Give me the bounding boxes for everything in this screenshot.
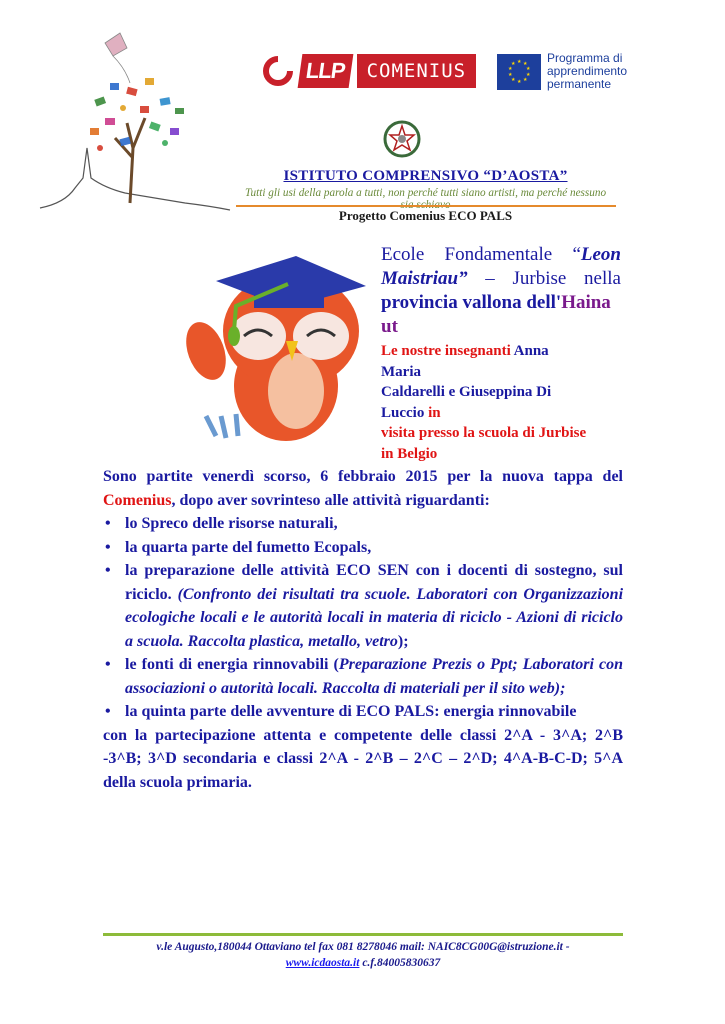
footer-divider xyxy=(103,933,623,936)
school-motto: Tutti gli usi della parola a tutti, non perché tutti siano artisti, ma perché nessuno xyxy=(244,187,607,199)
footer xyxy=(103,939,623,971)
teacher-name-4: Luccio xyxy=(381,404,425,421)
bullet-4-text: le fonti di energia rinnovabili ( xyxy=(125,656,339,673)
bullet-5-text: la quinta parte delle avventure di ECO PALS: energia rinnovabile xyxy=(125,703,577,720)
svg-text:★: ★ xyxy=(508,65,513,72)
school-name-part-3: – Jurbise nella xyxy=(467,268,621,289)
motto-divider xyxy=(236,205,616,207)
eu-program-text xyxy=(547,52,627,91)
opening-text-2: , dopo aver sovrinteso alle attività riguardanti: xyxy=(171,491,490,509)
svg-text:★: ★ xyxy=(523,76,528,83)
svg-text:★: ★ xyxy=(511,60,516,67)
province-line xyxy=(381,291,621,315)
bullet-icon: • xyxy=(105,656,111,673)
svg-text:★: ★ xyxy=(517,78,522,85)
province-line-2 xyxy=(381,315,621,339)
bullet-3-text: la preparazione delle attività ECO SEN con i docenti di sostegno, sul riciclo. xyxy=(125,562,623,603)
list-item xyxy=(103,512,623,536)
eu-flag-icon xyxy=(497,54,541,90)
project-title: Progetto Comenius ECO PALS xyxy=(338,208,513,223)
llp-swirl-icon xyxy=(262,55,294,87)
bullet-4-italic: Preparazione Prezis o Ppt; Laboratori con associazioni o autorità locali. Raccolta di materiali per il sito web); xyxy=(125,656,623,697)
school-name-part-2: Maistriau” xyxy=(381,268,468,289)
svg-text:★: ★ xyxy=(526,65,531,72)
svg-text:★: ★ xyxy=(523,60,528,67)
teacher-name-1: Anna xyxy=(510,343,549,359)
visit-country: in Belgio xyxy=(381,445,438,462)
eu-program-logo xyxy=(497,52,627,91)
visit-description: visita presso la scuola di Jurbise xyxy=(381,425,587,441)
footer-address: v.le Augusto,180044 Ottaviano tel fax 081 8278046 mail: NAIC8CG00G@istruzione.it - xyxy=(156,941,570,953)
teachers-info xyxy=(381,341,621,464)
bullet-icon: • xyxy=(105,515,111,532)
teachers-label: Le nostre insegnanti xyxy=(381,343,511,359)
list-item xyxy=(103,536,623,560)
teacher-name-2: Maria xyxy=(381,363,421,380)
website-link[interactable]: www.icdaosta.it xyxy=(285,957,360,969)
llp-comenius-logo xyxy=(262,50,482,92)
activities-list xyxy=(103,512,623,724)
host-school-name xyxy=(381,243,621,267)
svg-text:★: ★ xyxy=(526,71,531,78)
teacher-name-3: Caldarelli e Giuseppina Di xyxy=(381,384,552,400)
eu-text-line-3: permanente xyxy=(547,77,612,91)
list-item xyxy=(103,653,623,700)
bullet-icon: • xyxy=(105,562,111,579)
bullet-icon: • xyxy=(105,538,111,556)
svg-text:★: ★ xyxy=(508,71,513,78)
visit-in: in xyxy=(424,404,441,421)
comenius-highlight: Comenius xyxy=(103,491,172,509)
graduate-owl-illustration xyxy=(176,236,371,446)
italian-republic-emblem-icon xyxy=(381,118,423,160)
list-item xyxy=(103,700,623,724)
bullet-3-end: ); xyxy=(397,632,409,650)
eu-text-line-1: Programma di xyxy=(547,51,623,65)
bullet-2-text: la quarta parte del fumetto Ecopals, xyxy=(125,538,372,556)
llp-label: LLP xyxy=(298,54,353,88)
school-name-italic: Leon xyxy=(580,244,621,265)
province-purple: Haina xyxy=(561,292,611,313)
comenius-label: COMENIUS xyxy=(357,54,477,88)
article-body xyxy=(103,465,623,794)
eu-text-line-2: apprendimento xyxy=(547,64,628,78)
bullet-icon: • xyxy=(105,703,111,720)
host-school-name-line-2 xyxy=(381,267,621,291)
opening-text-1: Sono partite venerdì scorso, 6 febbraio 2015 per la nuova tappa del xyxy=(103,468,623,485)
province-text: provincia vallona dell' xyxy=(381,292,562,313)
school-name-part-1: Ecole Fondamentale “ xyxy=(381,244,581,265)
list-item xyxy=(103,559,623,653)
fiscal-code: c.f.84005830637 xyxy=(359,957,441,969)
visit-intro xyxy=(381,243,621,464)
opening-paragraph xyxy=(103,465,623,512)
svg-text:★: ★ xyxy=(517,58,522,65)
bullet-3-italic: (Confronto dei risultati tra scuole. Laboratori con Organizzazioni ecologiche locali e le autorità locali in materia di riciclo - Azioni di riciclo a scuola. Raccolta plastica, metallo, vetro xyxy=(125,585,624,650)
school-title: ISTITUTO COMPRENSIVO “D’AOSTA” xyxy=(283,168,568,184)
svg-text:★: ★ xyxy=(511,76,516,83)
book-tree-logo xyxy=(35,28,235,228)
bullet-1-text: lo Spreco delle risorse naturali, xyxy=(125,515,338,532)
footer-line-2 xyxy=(103,955,623,971)
province-purple-2: ut xyxy=(381,316,398,337)
closing-paragraph: con la partecipazione attenta e competente delle classi 2^A - 3^A; 2^B -3^B; 3^D secondaria e classi 2^A - 2^B – 2^C – 2^D; 4^A-B-C-D; 5^A della scuola primaria. xyxy=(103,726,623,791)
